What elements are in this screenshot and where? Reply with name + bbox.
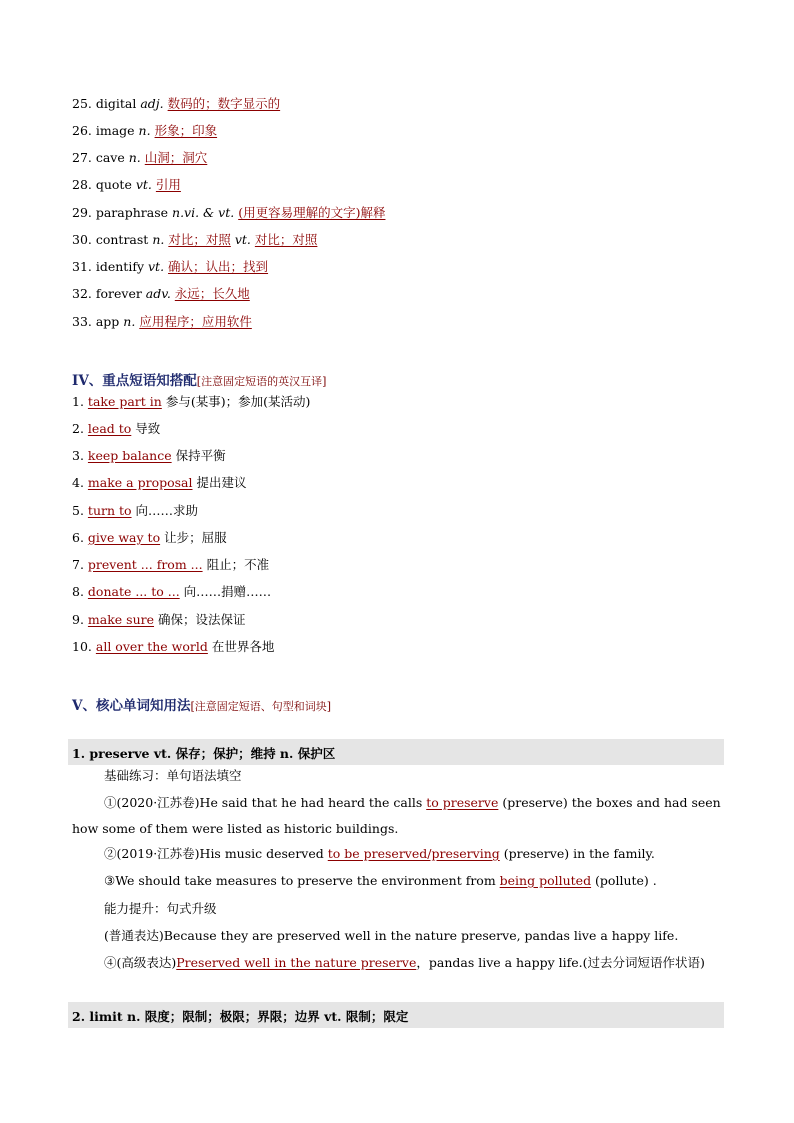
vocab-answer: 应用程序；应用软件 xyxy=(139,314,252,329)
question-4 xyxy=(104,955,705,971)
vocab-answer: 山洞；洞穴 xyxy=(144,150,208,165)
section-4-heading xyxy=(72,369,326,389)
phrase-num: 6. xyxy=(72,530,84,545)
phrase-num: 9. xyxy=(72,612,84,627)
phrase-item-1 xyxy=(72,394,310,410)
vocab-pos: vt. xyxy=(234,232,251,247)
word-header-preserve: 1. preserve vt. 保存；保护；维持 n. 保护区 xyxy=(72,746,336,761)
phrase-answer: take part in xyxy=(87,394,162,409)
vocab-word: 31. identify xyxy=(72,259,145,274)
vocab-word: 29. paraphrase xyxy=(72,205,169,220)
vocab-answer: 永远；长久地 xyxy=(174,286,250,301)
phrase-answer: turn to xyxy=(87,503,132,518)
phrase-meaning: 提出建议 xyxy=(196,475,247,490)
phrase-answer: prevent ... from ... xyxy=(87,557,203,572)
phrase-num: 7. xyxy=(72,557,84,572)
section-note: [注意固定短语的英汉互译] xyxy=(196,375,327,388)
phrase-item-2 xyxy=(72,421,160,437)
phrase-item-6 xyxy=(72,530,227,546)
question-answer: to be preserved/preserving xyxy=(327,846,500,861)
vocab-pos: n. xyxy=(123,314,136,329)
phrase-item-8 xyxy=(72,584,271,600)
word-header-limit: 2. limit n. 限度；限制；极限；界限；边界 vt. 限制；限定 xyxy=(72,1009,409,1024)
section-5-heading xyxy=(72,694,331,714)
basic-practice-label: 基础练习：单句语法填空 xyxy=(104,768,242,783)
vocab-answer: 确认；认出；找到 xyxy=(168,259,269,274)
phrase-num: 2. xyxy=(72,421,84,436)
vocab-word: 26. image xyxy=(72,123,135,138)
vocab-word: 25. digital xyxy=(72,96,137,111)
phrase-meaning: 导致 xyxy=(135,421,161,436)
vocab-pos: n. xyxy=(128,150,141,165)
section-title: IV、重点短语知搭配 xyxy=(72,373,197,389)
ability-label: 能力提升：句式升级 xyxy=(104,901,217,916)
phrase-num: 3. xyxy=(72,448,84,463)
vocab-item-30 xyxy=(72,232,317,248)
question-2 xyxy=(104,846,655,862)
phrase-item-3 xyxy=(72,448,226,464)
phrase-meaning: 参与(某事)；参加(某活动) xyxy=(165,394,311,409)
section-note: [注意固定短语、句型和词块] xyxy=(190,700,332,713)
vocab-answer: 形象；印象 xyxy=(154,123,218,138)
vocab-pos: n.vi. & vt. xyxy=(172,205,235,220)
vocab-answer: 对比；对照 xyxy=(254,232,318,247)
question-answer: Preserved well in the nature preserve xyxy=(176,955,417,970)
vocab-item-32 xyxy=(72,286,250,302)
vocab-pos: vt. xyxy=(148,259,165,274)
vocab-word: 28. quote xyxy=(72,177,132,192)
question-1 xyxy=(72,790,724,842)
vocab-item-26 xyxy=(72,123,217,139)
vocab-pos: n. xyxy=(138,123,151,138)
question-text: ，pandas live a happy life.(过去分词短语作状语) xyxy=(416,955,705,970)
vocab-word: 32. forever xyxy=(72,286,142,301)
section-title: V、核心单词知用法 xyxy=(72,698,191,714)
vocab-pos: n. xyxy=(152,232,165,247)
vocab-item-25 xyxy=(72,96,280,112)
vocab-pos: adv. xyxy=(145,286,171,301)
vocab-item-31 xyxy=(72,259,268,275)
phrase-num: 1. xyxy=(72,394,84,409)
phrase-item-5 xyxy=(72,503,198,519)
phrase-meaning: 确保；设法保证 xyxy=(158,612,246,627)
phrase-answer: make a proposal xyxy=(87,475,193,490)
vocab-pos: adj. xyxy=(140,96,164,111)
normal-expression: (普通表达)Because they are preserved well in the nature preserve, pandas live a happy life. xyxy=(104,928,679,943)
phrase-answer: keep balance xyxy=(87,448,172,463)
vocab-word: 33. app xyxy=(72,314,120,329)
vocab-word: 27. cave xyxy=(72,150,125,165)
question-text: (pollute) . xyxy=(591,873,657,888)
phrase-item-4 xyxy=(72,475,247,491)
phrase-item-7 xyxy=(72,557,269,573)
question-text: ②(2019·江苏卷)His music deserved xyxy=(104,846,328,861)
phrase-meaning: 向……捐赠…… xyxy=(183,584,272,599)
question-3 xyxy=(104,873,657,889)
word-header-bar xyxy=(68,739,724,765)
vocab-item-33 xyxy=(72,314,252,330)
vocab-item-28 xyxy=(72,177,181,193)
question-text: ①(2020·江苏卷)He said that he had heard the calls xyxy=(104,795,427,810)
vocab-pos: vt. xyxy=(135,177,152,192)
phrase-meaning: 阻止；不准 xyxy=(206,557,270,572)
vocab-item-27 xyxy=(72,150,207,166)
phrase-num: 4. xyxy=(72,475,84,490)
question-text: ④(高级表达) xyxy=(104,955,177,970)
vocab-answer: 数码的；数字显示的 xyxy=(167,96,281,111)
vocab-answer: (用更容易理解的文字)解释 xyxy=(238,205,386,220)
vocab-word: 30. contrast xyxy=(72,232,149,247)
phrase-item-9 xyxy=(72,612,246,628)
question-answer: to preserve xyxy=(426,795,499,810)
phrase-answer: make sure xyxy=(87,612,155,627)
phrase-answer: give way to xyxy=(87,530,161,545)
question-text: ③We should take measures to preserve the environment from xyxy=(104,873,500,888)
phrase-answer: all over the world xyxy=(95,639,208,654)
phrase-num: 8. xyxy=(72,584,84,599)
vocab-answer: 对比；对照 xyxy=(168,232,231,247)
phrase-item-10 xyxy=(72,639,274,655)
phrase-num: 10. xyxy=(72,639,92,654)
phrase-meaning: 保持平衡 xyxy=(175,448,226,463)
question-text: (preserve) in the family. xyxy=(499,846,655,861)
phrase-meaning: 在世界各地 xyxy=(211,639,275,654)
phrase-meaning: 让步；屈服 xyxy=(164,530,227,545)
phrase-answer: lead to xyxy=(87,421,132,436)
phrase-answer: donate ... to ... xyxy=(87,584,180,599)
question-text: (preserve) the boxes and had seen how some of them were listed as historic buildings. xyxy=(72,795,721,836)
vocab-item-29 xyxy=(72,205,385,221)
question-answer: being polluted xyxy=(499,873,592,888)
word-header-bar xyxy=(68,1002,724,1028)
vocab-answer: 引用 xyxy=(155,177,181,192)
phrase-meaning: 向……求助 xyxy=(135,503,199,518)
phrase-num: 5. xyxy=(72,503,84,518)
